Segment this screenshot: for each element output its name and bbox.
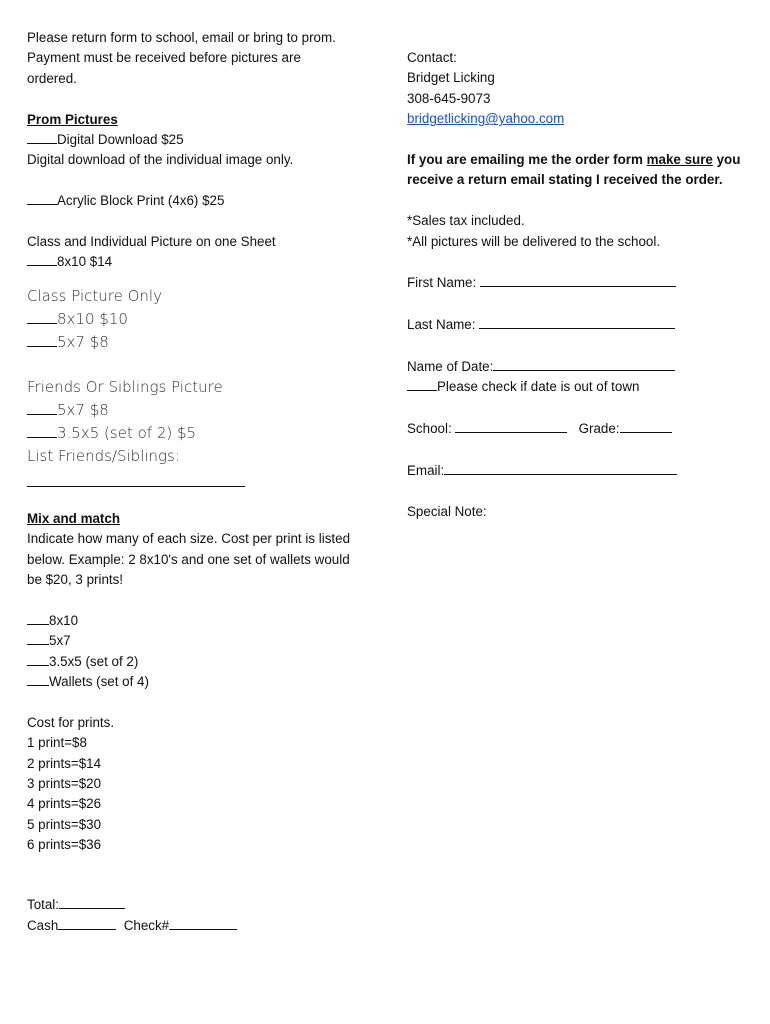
grade-blank[interactable] [620, 418, 672, 433]
cost-item: 3 prints=$20 [27, 776, 102, 792]
right-column [407, 48, 752, 522]
mix-wallets-blank[interactable] [27, 673, 49, 686]
intro-line-3: ordered. [27, 70, 77, 86]
class-only-8x10-blank[interactable] [27, 311, 57, 324]
class-individual-8x10-blank[interactable] [27, 253, 57, 266]
friends-5x7-option[interactable]: 5x7 $8 [27, 399, 377, 422]
acrylic-print-option[interactable]: Acrylic Block Print (4x6) $25 [27, 191, 377, 211]
make-sure-emphasis: make sure [646, 152, 713, 168]
digital-download-note: Digital download of the individual image only. [27, 152, 294, 168]
intro-line-2: Payment must be received before pictures are [27, 50, 301, 66]
email-blank[interactable] [444, 460, 677, 475]
total-field[interactable]: Total: [27, 894, 377, 915]
class-only-heading: Class Picture Only [27, 286, 162, 305]
school-blank[interactable] [455, 418, 567, 433]
first-name-blank[interactable] [480, 272, 676, 287]
first-name-field[interactable]: First Name: [407, 272, 752, 293]
digital-download-option[interactable]: Digital Download $25 [27, 130, 377, 150]
contact-email-link[interactable]: bridgetlicking@yahoo.com [407, 111, 565, 127]
class-only-8x10-option[interactable]: 8x10 $10 [27, 308, 377, 331]
intro-line-1: Please return form to school, email or bring to prom. [27, 30, 336, 45]
friends-heading: Friends Or Siblings Picture [27, 377, 223, 396]
mix-3x5-blank[interactable] [27, 653, 49, 666]
date-name-field[interactable]: Name of Date: [407, 356, 752, 377]
digital-download-blank[interactable] [27, 131, 57, 144]
class-only-5x7-option[interactable]: 5x7 $8 [27, 331, 377, 354]
friends-5x7-blank[interactable] [27, 402, 57, 415]
class-individual-heading: Class and Individual Picture on one Sheet [27, 234, 276, 250]
special-note-label[interactable]: Special Note: [407, 503, 487, 519]
cost-item: 4 prints=$26 [27, 796, 102, 812]
last-name-field[interactable]: Last Name: [407, 314, 752, 335]
friends-list-line[interactable] [27, 468, 377, 491]
contact-name: Bridget Licking [407, 70, 495, 86]
mix-5x7-blank[interactable] [27, 632, 49, 645]
email-field[interactable]: Email: [407, 460, 752, 481]
cost-item: 6 prints=$36 [27, 837, 102, 853]
check-blank[interactable] [169, 915, 237, 930]
cash-blank[interactable] [58, 915, 116, 930]
friends-3x5-blank[interactable] [27, 425, 57, 438]
left-column [27, 28, 377, 937]
mix-size-8x10[interactable]: 8x10 [27, 611, 377, 631]
date-name-blank[interactable] [493, 356, 675, 371]
contact-phone: 308-645-9073 [407, 90, 491, 106]
out-of-town-blank[interactable] [407, 378, 437, 391]
school-grade-row: School: Grade: [407, 418, 752, 439]
mix-size-wallets[interactable]: Wallets (set of 4) [27, 672, 377, 692]
mix-size-3x5[interactable]: 3.5x5 (set of 2) [27, 652, 377, 672]
total-blank[interactable] [59, 894, 125, 909]
mix-size-5x7[interactable]: 5x7 [27, 631, 377, 651]
last-name-blank[interactable] [479, 314, 675, 329]
email-notice: If you are emailing me the order form make sure you receive a return email stating I received the order. [407, 152, 741, 188]
out-of-town-check[interactable]: Please check if date is out of town [407, 377, 752, 397]
friends-3x5-option[interactable]: 3.5x5 (set of 2) $5 [27, 422, 377, 445]
cost-heading: Cost for prints. [27, 714, 115, 730]
mix-8x10-blank[interactable] [27, 612, 49, 625]
contact-label: Contact: [407, 50, 457, 65]
cost-item: 1 print=$8 [27, 735, 87, 751]
class-individual-8x10-option[interactable]: 8x10 $14 [27, 252, 377, 272]
sales-tax-note: *Sales tax included. [407, 213, 525, 229]
mix-match-description: Indicate how many of each size. Cost per print is listed below. Example: 2 8x10's and one set of wallets would be $20, 3 prints! [27, 531, 351, 588]
payment-row: Cash Check# [27, 915, 377, 936]
class-only-5x7-blank[interactable] [27, 334, 57, 347]
prom-pictures-heading: Prom Pictures [27, 111, 118, 127]
cost-item: 2 prints=$14 [27, 755, 102, 771]
cost-item: 5 prints=$30 [27, 816, 102, 832]
acrylic-print-blank[interactable] [27, 192, 57, 205]
friends-list-label: List Friends/Siblings: [27, 446, 180, 465]
mix-match-heading: Mix and match [27, 510, 121, 526]
delivery-note: *All pictures will be delivered to the school. [407, 233, 661, 249]
